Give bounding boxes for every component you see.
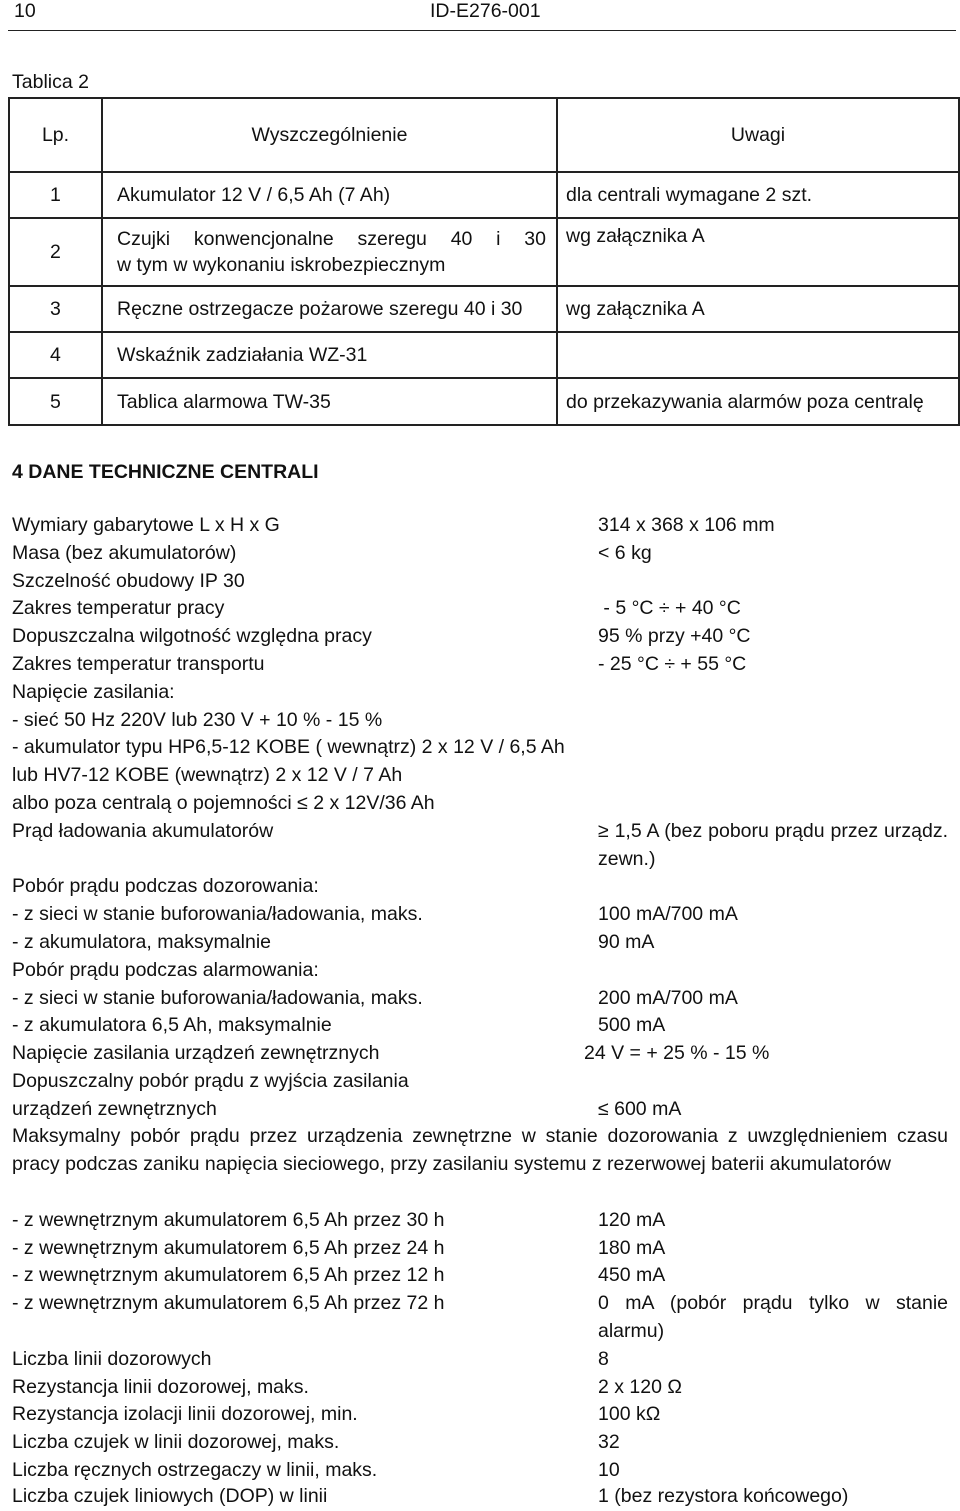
spec-value: 1 (bez rezystora końcowego) (598, 1485, 849, 1507)
spec-value: ≥ 1,5 A (bez poboru prądu przez urządz. zewn.) (598, 820, 948, 870)
row-item (102, 218, 557, 286)
spec-label: - sieć 50 Hz 220V lub 230 V + 10 % - 15 % (12, 709, 383, 731)
spec-label: Masa (bez akumulatorów) (12, 542, 237, 564)
spec-label: Rezystancja izolacji linii dozorowej, min. (12, 1403, 358, 1425)
spec-label: Liczba linii dozorowych (12, 1348, 212, 1370)
page-header (0, 0, 960, 34)
row-num: 2 (9, 218, 102, 286)
document-id: ID-E276-001 (430, 0, 541, 22)
spec-value: - 25 °C ÷ + 55 °C (598, 653, 747, 675)
spec-label: Liczba czujek w linii dozorowej, maks. (12, 1431, 340, 1453)
spec-label: - z wewnętrznym akumulatorem 6,5 Ah przez 72 h (12, 1292, 445, 1314)
table-caption: Tablica 2 (12, 71, 89, 93)
row-item: Wskaźnik zadziałania WZ-31 (102, 332, 557, 378)
header-num: Lp. (9, 98, 102, 172)
spec-value: 32 (598, 1431, 620, 1453)
spec-label: - z wewnętrznym akumulatorem 6,5 Ah przez 30 h (12, 1209, 445, 1231)
table-row (9, 286, 959, 332)
spec-label: Prąd ładowania akumulatorów (12, 820, 274, 842)
spec-label: Rezystancja linii dozorowej, maks. (12, 1376, 309, 1398)
page-number: 10 (14, 0, 36, 22)
spec-label: Napięcie zasilania urządzeń zewnętrznych (12, 1042, 380, 1064)
spec-value: 100 mA/700 mA (598, 903, 738, 925)
components-table (8, 97, 960, 426)
section-title: 4 DANE TECHNICZNE CENTRALI (12, 461, 319, 483)
table-row (9, 218, 959, 286)
spec-value: 314 x 368 x 106 mm (598, 514, 775, 536)
spec-label: Szczelność obudowy IP 30 (12, 570, 245, 592)
spec-label: Pobór prądu podczas dozorowania: (12, 875, 319, 897)
spec-value: 95 % przy +40 °C (598, 625, 751, 647)
spec-value: 10 (598, 1459, 620, 1481)
row-notes: wg załącznika A (557, 286, 959, 332)
row-item-line1: Czujki konwencjonalne szeregu 40 i 30 (117, 228, 546, 250)
spec-value: 200 mA/700 mA (598, 987, 738, 1009)
table-row (9, 378, 959, 425)
header-item: Wyszczególnienie (102, 98, 557, 172)
spec-label: Liczba ręcznych ostrzegaczy w linii, maks. (12, 1459, 378, 1481)
row-item: Tablica alarmowa TW-35 (102, 378, 557, 425)
spec-value: 8 (598, 1348, 609, 1370)
row-num: 1 (9, 172, 102, 218)
table-row (9, 332, 959, 378)
spec-label: lub HV7-12 KOBE (wewnątrz) 2 x 12 V / 7 Ah (12, 764, 403, 786)
table-header-row (9, 98, 959, 172)
row-notes: do przekazywania alarmów poza centralę (557, 378, 959, 425)
spec-value: 180 mA (598, 1237, 666, 1259)
spec-label: - z sieci w stanie buforowania/ładowania, maks. (12, 987, 423, 1009)
row-item-line2: w tym w wykonaniu iskrobezpiecznym (117, 254, 446, 276)
spec-label: Zakres temperatur pracy (12, 597, 225, 619)
row-notes (557, 332, 959, 378)
spec-value: 90 mA (598, 931, 655, 953)
spec-value: 500 mA (598, 1014, 666, 1036)
spec-value: 120 mA (598, 1209, 666, 1231)
spec-value: 2 x 120 Ω (598, 1376, 682, 1398)
row-item: Ręczne ostrzegacze pożarowe szeregu 40 i 30 (102, 286, 557, 332)
row-num: 4 (9, 332, 102, 378)
spec-label: Dopuszczalny pobór prądu z wyjścia zasilania (12, 1070, 409, 1092)
spec-label: Pobór prądu podczas alarmowania: (12, 959, 319, 981)
spec-value: 0 mA (pobór prądu tylko w stanie alarmu) (598, 1292, 948, 1342)
spec-label: Liczba czujek liniowych (DOP) w linii (12, 1485, 328, 1507)
spec-label: - z akumulatora 6,5 Ah, maksymalnie (12, 1014, 332, 1036)
spec-value: 24 V = + 25 % - 15 % (584, 1042, 770, 1064)
spec-label: Wymiary gabarytowe L x H x G (12, 514, 280, 536)
paragraph-max-current: Maksymalny pobór prądu przez urządzenia zewnętrzne w stanie dozorowania z uwzględnieniem czasu pracy podczas zaniku napięcia sieciowego, przy zasilaniu systemu z rezerwowej baterii akumulatorów (12, 1125, 948, 1175)
table-row (9, 172, 959, 218)
header-notes: Uwagi (557, 98, 959, 172)
spec-value: - 5 °C ÷ + 40 °C (598, 597, 741, 619)
spec-label: - akumulator typu HP6,5-12 KOBE ( wewnątrz) 2 x 12 V / 6,5 Ah (12, 736, 565, 758)
spec-label: - z sieci w stanie buforowania/ładowania, maks. (12, 903, 423, 925)
spec-label: urządzeń zewnętrznych (12, 1098, 217, 1120)
spec-label: Dopuszczalna wilgotność względna pracy (12, 625, 372, 647)
spec-value: ≤ 600 mA (598, 1098, 682, 1120)
row-item: Akumulator 12 V / 6,5 Ah (7 Ah) (102, 172, 557, 218)
spec-label: - z wewnętrznym akumulatorem 6,5 Ah przez 24 h (12, 1237, 445, 1259)
spec-label: Zakres temperatur transportu (12, 653, 265, 675)
row-num: 5 (9, 378, 102, 425)
spec-value: 450 mA (598, 1264, 666, 1286)
row-notes: wg załącznika A (557, 218, 959, 286)
spec-label: Napięcie zasilania: (12, 681, 175, 703)
row-num: 3 (9, 286, 102, 332)
spec-value: 100 kΩ (598, 1403, 661, 1425)
header-rule (8, 30, 956, 31)
spec-label: - z akumulatora, maksymalnie (12, 931, 272, 953)
spec-label: albo poza centralą o pojemności ≤ 2 x 12V/36 Ah (12, 792, 435, 814)
spec-value: < 6 kg (598, 542, 652, 564)
spec-label: - z wewnętrznym akumulatorem 6,5 Ah przez 12 h (12, 1264, 445, 1286)
row-notes: dla centrali wymagane 2 szt. (557, 172, 959, 218)
